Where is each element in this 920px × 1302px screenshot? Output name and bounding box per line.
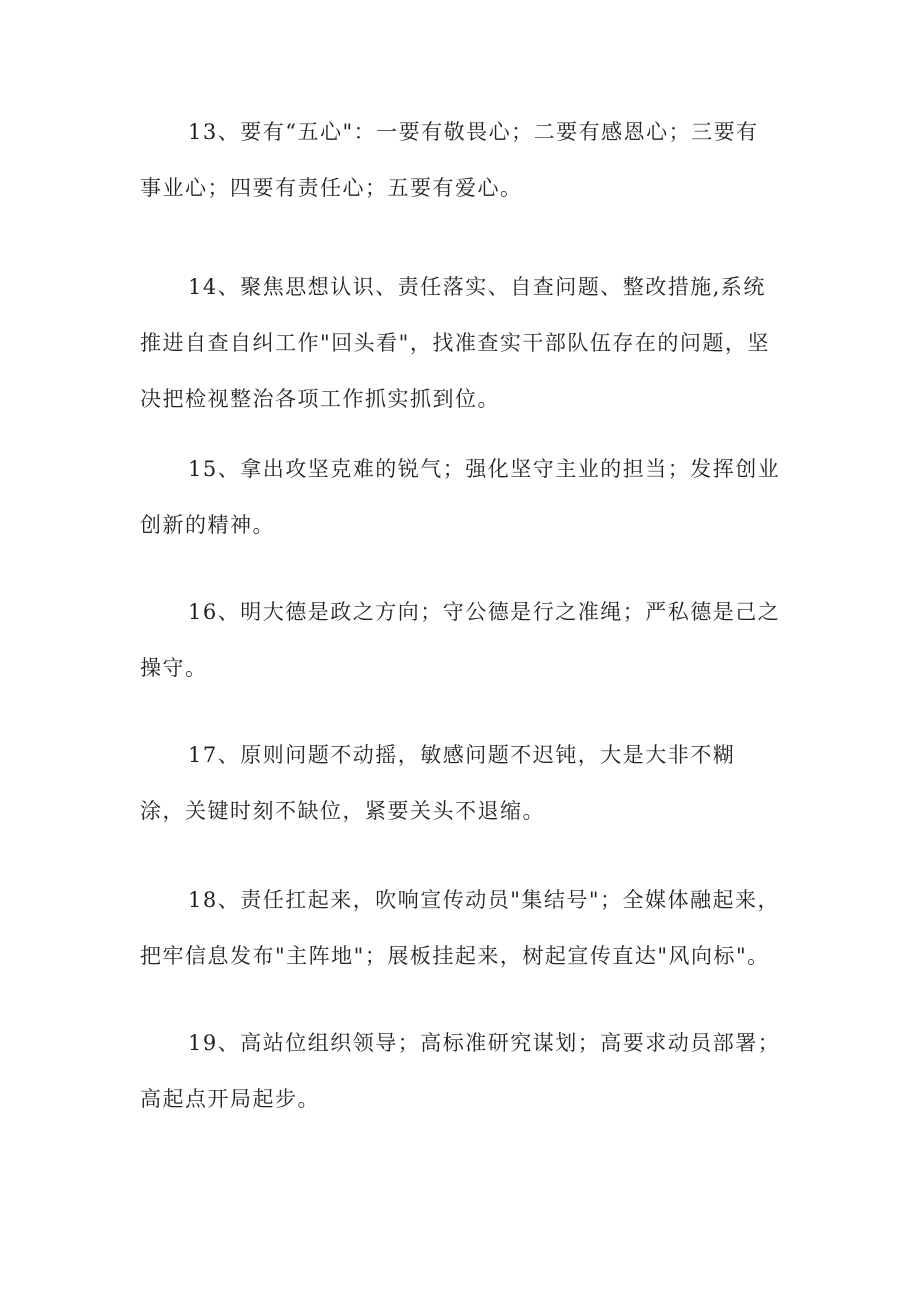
paragraph-line: 推进自查自纠工作"回头看"，找准查实干部队伍存在的问题，坚 [140, 331, 770, 355]
paragraph-line: 高起点开局起步。 [140, 1087, 320, 1111]
paragraph-line: 13、要有“五心"：一要有敬畏心；二要有感恩心；三要有 [188, 120, 759, 144]
paragraph-line: 操守。 [140, 656, 208, 680]
paragraph-18 [140, 872, 785, 984]
paragraph-line: 17、原则问题不动摇，敏感问题不迟钝，大是大非不糊 [188, 743, 736, 767]
paragraph-14 [140, 259, 785, 427]
paragraph-17 [140, 727, 785, 839]
paragraph-line: 创新的精神。 [140, 513, 275, 537]
paragraph-line: 15、拿出攻坚克难的锐气；强化坚守主业的担当；发挥创业 [188, 457, 781, 481]
paragraph-13 [140, 104, 785, 216]
paragraph-line: 把牢信息发布"主阵地"；展板挂起来，树起宣传直达"风向标"。 [140, 944, 770, 968]
paragraph-16 [140, 584, 785, 696]
paragraph-line: 事业心；四要有责任心；五要有爱心。 [140, 176, 523, 200]
paragraph-15 [140, 441, 785, 553]
paragraph-19 [140, 1015, 785, 1127]
paragraph-line: 19、高站位组织领导；高标准研究谋划；高要求动员部署； [188, 1031, 781, 1055]
paragraph-line: 决把检视整治各项工作抓实抓到位。 [140, 387, 500, 411]
paragraph-line: 涂，关键时刻不缺位，紧要关头不退缩。 [140, 799, 545, 823]
paragraph-line: 18、责任扛起来，吹响宣传动员"集结号"；全媒体融起来， [188, 888, 781, 912]
paragraph-line: 14、聚焦思想认识、责任落实、自查问题、整改措施,系统 [188, 275, 766, 299]
paragraph-line: 16、明大德是政之方向；守公德是行之准绳；严私德是己之 [188, 600, 781, 624]
